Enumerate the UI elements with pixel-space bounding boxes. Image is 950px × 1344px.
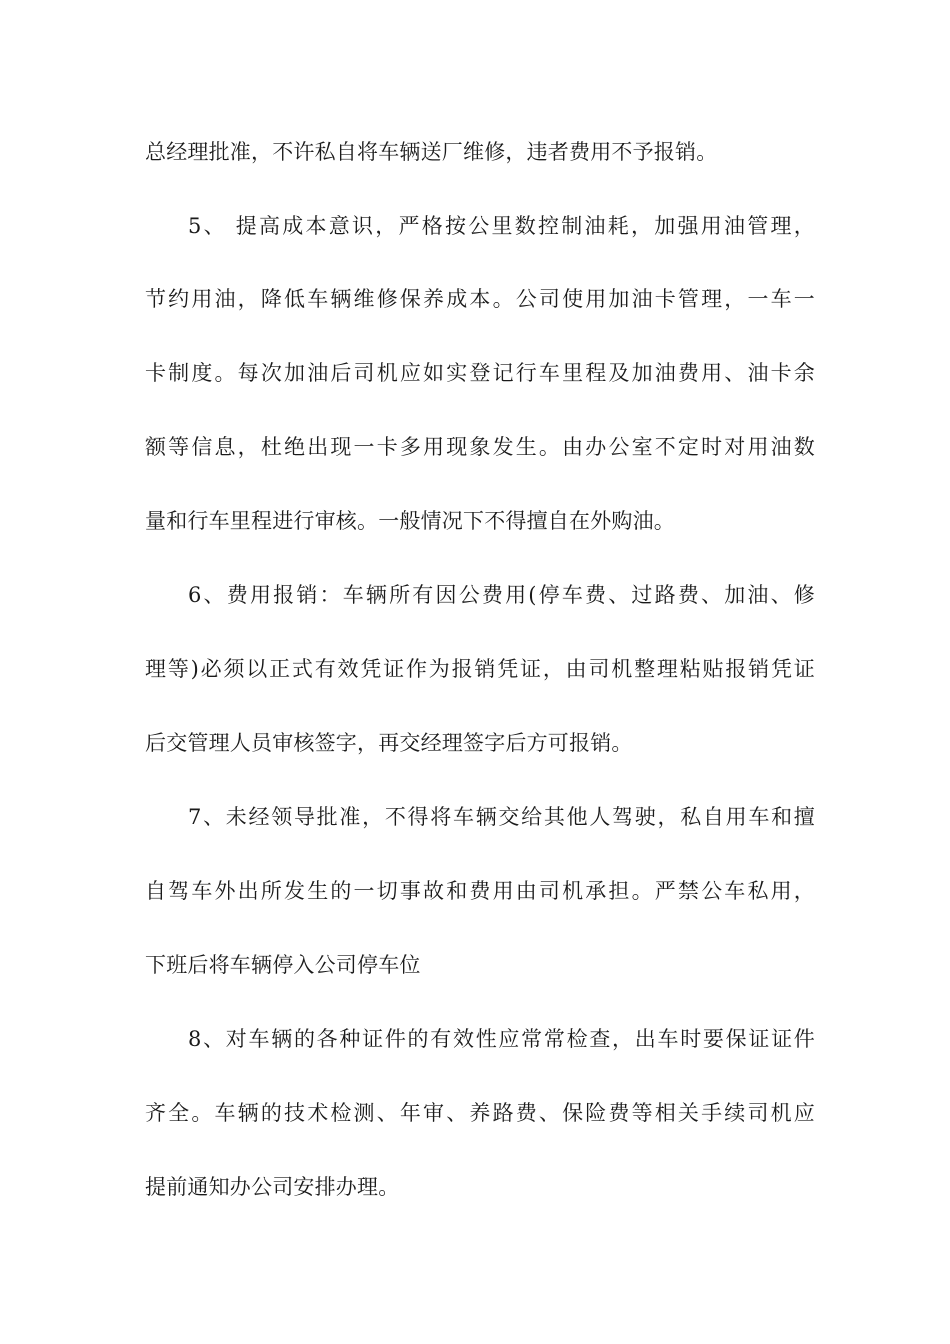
text-line: 理等)必须以正式有效凭证作为报销凭证，由司机整理粘贴报销凭证 <box>145 657 815 681</box>
text-line: 齐全。车辆的技术检测、年审、养路费、保险费等相关手续司机应 <box>145 1101 815 1125</box>
text-line: 5、 提高成本意识，严格按公里数控制油耗，加强用油管理， <box>188 214 815 238</box>
text-line: 节约用油，降低车辆维修保养成本。公司使用加油卡管理，一车一 <box>145 287 815 311</box>
text-line: 下班后将车辆停入公司停车位 <box>145 953 421 977</box>
text-line: 卡制度。每次加油后司机应如实登记行车里程及加油费用、油卡余 <box>145 361 815 385</box>
text-line: 7、未经领导批准，不得将车辆交给其他人驾驶，私自用车和擅 <box>188 805 815 829</box>
text-line: 自驾车外出所发生的一切事故和费用由司机承担。严禁公车私用， <box>145 879 815 903</box>
text-line: 后交管理人员审核签字，再交经理签字后方可报销。 <box>145 731 633 755</box>
text-line: 8、对车辆的各种证件的有效性应常常检查，出车时要保证证件 <box>188 1027 815 1051</box>
text-line: 额等信息，杜绝出现一卡多用现象发生。由办公室不定时对用油数 <box>145 435 815 459</box>
text-line: 提前通知办公司安排办理。 <box>145 1175 400 1199</box>
text-line: 6、费用报销：车辆所有因公费用(停车费、过路费、加油、修 <box>188 583 815 607</box>
text-line: 量和行车里程进行审核。一般情况下不得擅自在外购油。 <box>145 509 675 533</box>
text-line: 总经理批准，不许私自将车辆送厂维修，违者费用不予报销。 <box>145 140 718 164</box>
